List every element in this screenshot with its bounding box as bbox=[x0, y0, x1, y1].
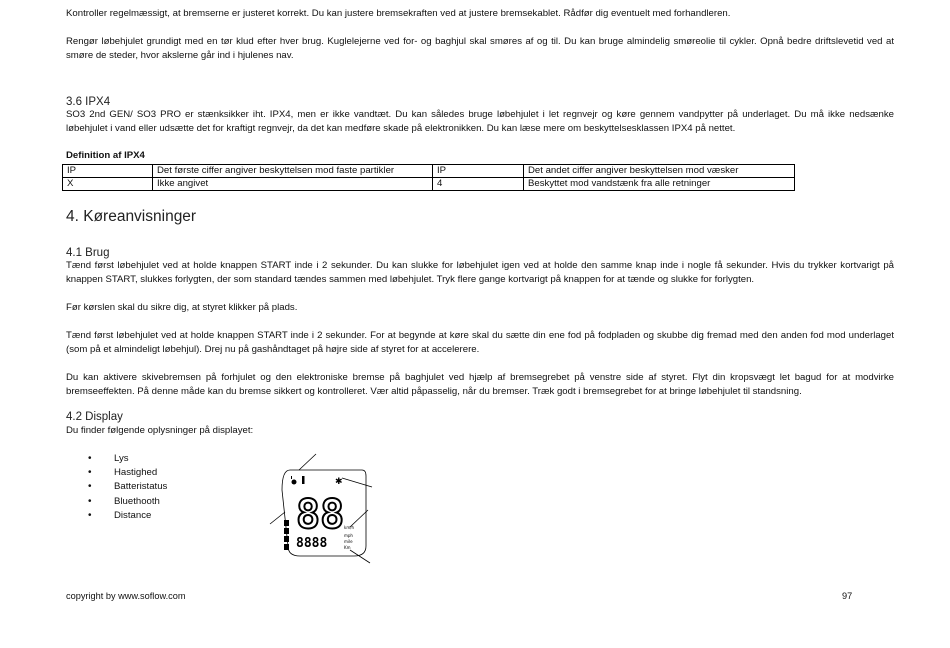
table-cell: 4 bbox=[433, 178, 524, 191]
paragraph-usage-4: Du kan aktivere skivebremsen på forhjulet og den elektroniske bremse på baghjulet ved hjælp af bremsegrebet på venstre side af styret. Flyt din kropsvægt let bagud for at modvirke bremseeffekten. På denne måde kan du bremse sikkert og kontrolleret. Vær altid påpasselig, når du bremser. Træk godt i bremsegrebet for at bringe løbehjulet til standsning. bbox=[66, 372, 894, 397]
odometer-digits: 8888 bbox=[296, 536, 328, 551]
paragraph-usage-3: Tænd først løbehjulet ved at holde knappen START inde i 2 sekunder. For at begynde at køre skal du sætte din ene fod på fodpladen og skubbe dig fremad med den anden fod mod underlaget (som på et almindeligt løbehjul). Drej nu på gashåndtaget på højre side af styret for at accelerere. bbox=[66, 330, 894, 355]
paragraph-usage-2: Før kørslen skal du sikre dig, at styret klikker på plads. bbox=[66, 302, 298, 313]
paragraph-usage-1: Tænd først løbehjulet ved at holde knappen START inde i 2 sekunder. Du kan slukke for løbehjulet igen ved at holde den samme knap inde i nogle få sekunder. Hvis du trykker kortvarigt på knappen START, slukkes forlygten, der som standard tændes sammen med løbehjulet. Tryk flere gange kortvarigt på knappen for at tænde og slukke for forlygten. bbox=[66, 260, 894, 285]
battery-symbol-icon bbox=[302, 476, 305, 484]
unit-label: Km bbox=[344, 545, 351, 550]
list-item: • Hastighed bbox=[88, 466, 167, 480]
footer-page-number: 97 bbox=[842, 591, 853, 601]
table-cell: X bbox=[63, 178, 153, 191]
heading-3-6: 3.6 IPX4 bbox=[66, 96, 111, 108]
table-row bbox=[63, 165, 795, 178]
paragraph-cleaning: Rengør løbehjulet grundigt med en tør klud efter hver brug. Kuglelejerne ved for- og baghjul skal smøres af og til. Du kan bruge almindelig smøreolie til cykler. Opnå bedre driftslevetid ved at smøre de steder, hvor akslerne går ind i hjulenes nav. bbox=[66, 36, 894, 61]
paragraph-display-intro: Du finder følgende oplysninger på displayet: bbox=[66, 425, 254, 436]
callout-line-distance bbox=[350, 550, 370, 563]
table-cell: Ikke angivet bbox=[153, 178, 433, 191]
table-row bbox=[63, 178, 795, 191]
list-item: • Batteristatus bbox=[88, 480, 167, 494]
bluetooth-icon: ✱ bbox=[335, 477, 343, 487]
unit-label: mile bbox=[344, 539, 353, 544]
headlight-icon bbox=[291, 476, 297, 485]
table-cell: IP bbox=[63, 165, 153, 178]
table-caption: Definition af IPX4 bbox=[66, 150, 145, 161]
display-illustration bbox=[262, 450, 382, 568]
table-cell: Beskyttet mod vandstænk fra alle retninger bbox=[524, 178, 795, 191]
callout-line-battery bbox=[270, 512, 285, 524]
heading-4-2: 4.2 Display bbox=[66, 411, 123, 423]
callout-line-bluetooth bbox=[342, 478, 372, 487]
speed-digits: 88 bbox=[296, 492, 345, 538]
table-cell: Det andet ciffer angiver beskyttelsen mod væsker bbox=[524, 165, 795, 178]
heading-4-1: 4.1 Brug bbox=[66, 247, 110, 259]
table-cell: Det første ciffer angiver beskyttelsen mod faste partikler bbox=[153, 165, 433, 178]
list-item: • Bluethooth bbox=[88, 495, 167, 509]
list-item: • Lys bbox=[88, 452, 167, 466]
ipx4-definition-table bbox=[62, 164, 795, 191]
footer-copyright: copyright by www.soflow.com bbox=[66, 591, 186, 601]
table-cell: IP bbox=[433, 165, 524, 178]
list-item: • Distance bbox=[88, 509, 167, 523]
display-info-list bbox=[88, 452, 167, 523]
paragraph-ipx4: SO3 2nd GEN/ SO3 PRO er stænksikker iht. IPX4, men er ikke vandtæt. Du kan således bruge løbehjulet i let regnvejr og køre gennem vandpytter på underlaget. Du må ikke nedsænke løbehjulet i vand eller udsætte det for kraftigt regnvejr, da det kan medføre skade på elektronikken. Du kan læse mere om beskyttelsesklassen IPX4 på nettet. bbox=[66, 109, 894, 134]
paragraph-brake-check: Kontroller regelmæssigt, at bremserne er justeret korrekt. Du kan justere bremsekraften ved at justere bremsekablet. Rådfør dig eventuelt med forhandleren. bbox=[66, 8, 731, 19]
callout-line-light bbox=[299, 454, 316, 470]
chapter-4-heading: 4. Køreanvisninger bbox=[66, 208, 197, 225]
unit-label: km/h bbox=[344, 525, 355, 530]
unit-label: mph bbox=[344, 533, 353, 538]
